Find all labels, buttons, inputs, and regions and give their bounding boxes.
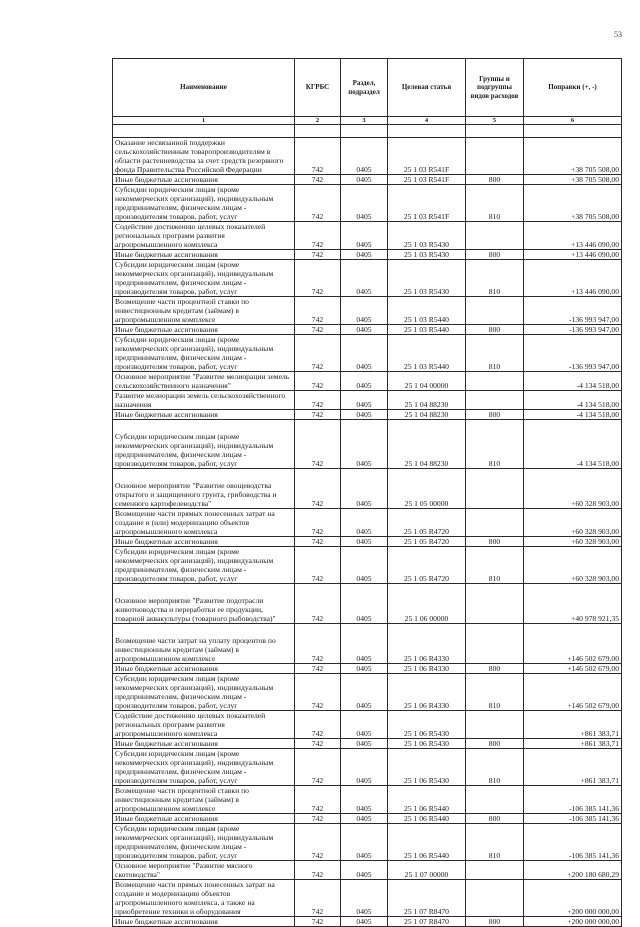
table-row <box>113 880 622 917</box>
cell-name: Основное мероприятие "Развитие подотрасли животноводства и переработки ее продукции, товарной аквакультуры (товарного рыбоводства)" <box>113 584 295 624</box>
cell-group <box>466 372 524 391</box>
cell-group <box>466 469 524 509</box>
cell-name: Основное мероприятие "Развитие овощеводства открытого и защищенного грунта, грибоводства и семенного картофелеводства" <box>113 469 295 509</box>
cell-group: 800 <box>466 410 524 420</box>
cell-group <box>466 711 524 739</box>
cell-group: 810 <box>466 674 524 711</box>
cell-section: 0405 <box>341 509 388 537</box>
table-row <box>113 250 622 260</box>
cell-amendment: +200 180 680,29 <box>524 861 622 880</box>
cell-name: Субсидии юридическим лицам (кроме некоммерческих организаций), индивидуальным предпринимателям, физическим лицам - производителям товаров, работ, услуг <box>113 335 295 372</box>
cell-grbs: 742 <box>295 824 341 861</box>
cell-group: 810 <box>466 824 524 861</box>
cell-group <box>466 297 524 325</box>
cell-target: 25 1 06 R5440 <box>388 824 466 861</box>
table-row <box>113 674 622 711</box>
cell-target: 25 1 03 R541F <box>388 185 466 222</box>
cell-name: Иные бюджетные ассигнования <box>113 739 295 749</box>
cell-name: Субсидии юридическим лицам (кроме некоммерческих организаций), индивидуальным предпринимателям, физическим лицам - производителям товаров, работ, услуг <box>113 547 295 584</box>
cell-target: 25 1 07 R8470 <box>388 880 466 917</box>
table-row <box>113 547 622 584</box>
cell-section: 0405 <box>341 222 388 250</box>
cell-group: 800 <box>466 917 524 927</box>
cell-target: 25 1 05 00000 <box>388 469 466 509</box>
cell-amendment: +13 446 090,00 <box>524 250 622 260</box>
table-row <box>113 786 622 814</box>
cell-target: 25 1 03 R541F <box>388 138 466 175</box>
cell-section: 0405 <box>341 786 388 814</box>
cell-target: 25 1 06 00000 <box>388 584 466 624</box>
cell-amendment: +38 705 508,00 <box>524 185 622 222</box>
cell-section: 0405 <box>341 674 388 711</box>
spacer-row <box>113 125 622 138</box>
cell-name: Развитие мелиорации земель сельскохозяйственного назначения <box>113 391 295 410</box>
cell-amendment: -136 993 947,00 <box>524 325 622 335</box>
cell-grbs: 742 <box>295 537 341 547</box>
cell-amendment: +146 502 679,00 <box>524 664 622 674</box>
cell-grbs: 742 <box>295 185 341 222</box>
cell-section: 0405 <box>341 814 388 824</box>
cell-group: 800 <box>466 814 524 824</box>
cell-target: 25 1 06 R5430 <box>388 711 466 739</box>
cell-amendment: -4 134 518,00 <box>524 420 622 469</box>
cell-amendment: -136 993 947,00 <box>524 335 622 372</box>
cell-section: 0405 <box>341 469 388 509</box>
cell-name: Возмещение части прямых понесенных затрат на создание и модернизацию объектов агропромышленного комплекса, а также на приобретение техники и оборудования <box>113 880 295 917</box>
cell-group: 800 <box>466 664 524 674</box>
cell-grbs: 742 <box>295 222 341 250</box>
cell-grbs: 742 <box>295 175 341 185</box>
cell-target: 25 1 05 R4720 <box>388 537 466 547</box>
cell-amendment: +146 502 679,00 <box>524 674 622 711</box>
column-number: 4 <box>388 117 466 125</box>
cell-grbs: 742 <box>295 335 341 372</box>
table-row <box>113 175 622 185</box>
spacer-cell <box>466 125 524 138</box>
cell-target: 25 1 06 R5440 <box>388 786 466 814</box>
cell-grbs: 742 <box>295 420 341 469</box>
column-number: 2 <box>295 117 341 125</box>
cell-grbs: 742 <box>295 325 341 335</box>
cell-amendment: +861 383,71 <box>524 711 622 739</box>
cell-group: 810 <box>466 335 524 372</box>
cell-grbs: 742 <box>295 250 341 260</box>
cell-grbs: 742 <box>295 138 341 175</box>
cell-amendment: +200 000 000,00 <box>524 880 622 917</box>
cell-amendment: +60 328 903,00 <box>524 509 622 537</box>
cell-group <box>466 391 524 410</box>
column-number: 3 <box>341 117 388 125</box>
cell-target: 25 1 03 R5440 <box>388 335 466 372</box>
cell-target: 25 1 03 R541F <box>388 175 466 185</box>
cell-group: 800 <box>466 250 524 260</box>
table-row <box>113 335 622 372</box>
cell-group <box>466 584 524 624</box>
cell-target: 25 1 04 88230 <box>388 410 466 420</box>
cell-target: 25 1 06 R5440 <box>388 814 466 824</box>
cell-section: 0405 <box>341 584 388 624</box>
cell-group: 810 <box>466 749 524 786</box>
cell-group <box>466 222 524 250</box>
cell-amendment: +861 383,71 <box>524 749 622 786</box>
cell-target: 25 1 04 88230 <box>388 420 466 469</box>
cell-grbs: 742 <box>295 917 341 927</box>
cell-name: Субсидии юридическим лицам (кроме некоммерческих организаций), индивидуальным предпринимателям, физическим лицам - производителям товаров, работ, услуг <box>113 260 295 297</box>
cell-section: 0405 <box>341 824 388 861</box>
table-row <box>113 372 622 391</box>
header-section: Раздел, подраздел <box>341 59 388 117</box>
table-row <box>113 711 622 739</box>
cell-section: 0405 <box>341 372 388 391</box>
cell-name: Возмещение части процентной ставки по инвестиционным кредитам (займам) в агропромышленном комплексе <box>113 297 295 325</box>
cell-group: 810 <box>466 420 524 469</box>
table-row <box>113 824 622 861</box>
table-row <box>113 749 622 786</box>
cell-name: Содействие достижению целевых показателей региональных программ развития агропромышленного комплекса <box>113 222 295 250</box>
cell-section: 0405 <box>341 260 388 297</box>
cell-grbs: 742 <box>295 861 341 880</box>
cell-target: 25 1 04 88230 <box>388 391 466 410</box>
cell-name: Субсидии юридическим лицам (кроме некоммерческих организаций), индивидуальным предпринимателям, физическим лицам - производителям товаров, работ, услуг <box>113 185 295 222</box>
cell-target: 25 1 03 R5430 <box>388 222 466 250</box>
cell-group: 810 <box>466 547 524 584</box>
cell-name: Иные бюджетные ассигнования <box>113 250 295 260</box>
cell-amendment: +200 000 000,00 <box>524 917 622 927</box>
table-row <box>113 537 622 547</box>
cell-target: 25 1 06 R4330 <box>388 664 466 674</box>
cell-target: 25 1 06 R4330 <box>388 624 466 664</box>
cell-section: 0405 <box>341 624 388 664</box>
cell-target: 25 1 03 R5440 <box>388 325 466 335</box>
cell-section: 0405 <box>341 185 388 222</box>
cell-group <box>466 509 524 537</box>
cell-section: 0405 <box>341 739 388 749</box>
column-number: 5 <box>466 117 524 125</box>
cell-amendment: +60 328 903,00 <box>524 547 622 584</box>
table-row <box>113 814 622 824</box>
cell-amendment: +38 705 508,00 <box>524 175 622 185</box>
cell-section: 0405 <box>341 391 388 410</box>
header-row <box>113 59 622 117</box>
cell-section: 0405 <box>341 880 388 917</box>
cell-grbs: 742 <box>295 814 341 824</box>
header-group: Группы и подгруппы видов расходов <box>466 59 524 117</box>
cell-name: Возмещение части процентной ставки по инвестиционным кредитам (займам) в агропромышленном комплексе <box>113 786 295 814</box>
cell-amendment: -106 385 141,36 <box>524 814 622 824</box>
cell-section: 0405 <box>341 749 388 786</box>
cell-grbs: 742 <box>295 297 341 325</box>
cell-name: Содействие достижению целевых показателей региональных программ развития агропромышленного комплекса <box>113 711 295 739</box>
cell-target: 25 1 05 R4720 <box>388 509 466 537</box>
cell-grbs: 742 <box>295 674 341 711</box>
table-row <box>113 509 622 537</box>
cell-section: 0405 <box>341 325 388 335</box>
cell-name: Субсидии юридическим лицам (кроме некоммерческих организаций), индивидуальным предпринимателям, физическим лицам - производителям товаров, работ, услуг <box>113 420 295 469</box>
table-row <box>113 584 622 624</box>
header-name: Наименование <box>113 59 295 117</box>
header-amendment: Поправки (+, -) <box>524 59 622 117</box>
table-row <box>113 138 622 175</box>
cell-name: Иные бюджетные ассигнования <box>113 410 295 420</box>
table-row <box>113 410 622 420</box>
cell-target: 25 1 06 R5430 <box>388 749 466 786</box>
cell-target: 25 1 07 00000 <box>388 861 466 880</box>
cell-name: Основное мероприятие "Развитие мелиорации земель сельскохозяйственного назначения" <box>113 372 295 391</box>
table-row <box>113 391 622 410</box>
spacer-cell <box>388 125 466 138</box>
cell-grbs: 742 <box>295 584 341 624</box>
cell-name: Возмещение части прямых понесенных затрат на создание и (или) модернизацию объектов агропромышленного комплекса <box>113 509 295 537</box>
table-row <box>113 739 622 749</box>
cell-section: 0405 <box>341 917 388 927</box>
cell-grbs: 742 <box>295 469 341 509</box>
spacer-cell <box>341 125 388 138</box>
table-row <box>113 917 622 927</box>
cell-amendment: +146 502 679,00 <box>524 624 622 664</box>
cell-amendment: +13 446 090,00 <box>524 260 622 297</box>
cell-section: 0405 <box>341 297 388 325</box>
cell-group <box>466 861 524 880</box>
cell-section: 0405 <box>341 410 388 420</box>
cell-grbs: 742 <box>295 391 341 410</box>
cell-name: Субсидии юридическим лицам (кроме некоммерческих организаций), индивидуальным предпринимателям, физическим лицам - производителям товаров, работ, услуг <box>113 824 295 861</box>
cell-group: 810 <box>466 185 524 222</box>
cell-grbs: 742 <box>295 749 341 786</box>
cell-name: Основное мероприятие "Развитие мясного скотоводства" <box>113 861 295 880</box>
table-row <box>113 325 622 335</box>
cell-name: Субсидии юридическим лицам (кроме некоммерческих организаций), индивидуальным предпринимателям, физическим лицам - производителям товаров, работ, услуг <box>113 749 295 786</box>
table-row <box>113 420 622 469</box>
cell-group <box>466 880 524 917</box>
spacer-cell <box>113 125 295 138</box>
cell-name: Иные бюджетные ассигнования <box>113 537 295 547</box>
column-number: 1 <box>113 117 295 125</box>
cell-grbs: 742 <box>295 711 341 739</box>
cell-group <box>466 624 524 664</box>
cell-grbs: 742 <box>295 410 341 420</box>
spacer-cell <box>295 125 341 138</box>
cell-amendment: +13 446 090,00 <box>524 222 622 250</box>
table-row <box>113 185 622 222</box>
cell-group: 800 <box>466 325 524 335</box>
cell-grbs: 742 <box>295 372 341 391</box>
cell-section: 0405 <box>341 420 388 469</box>
cell-amendment: +40 978 921,35 <box>524 584 622 624</box>
cell-name: Иные бюджетные ассигнования <box>113 175 295 185</box>
column-number: 6 <box>524 117 622 125</box>
cell-name: Субсидии юридическим лицам (кроме некоммерческих организаций), индивидуальным предпринимателям, физическим лицам - производителям товаров, работ, услуг <box>113 674 295 711</box>
cell-amendment: +60 328 903,00 <box>524 469 622 509</box>
cell-amendment: -106 385 141,36 <box>524 824 622 861</box>
cell-name: Оказание несвязанной поддержки сельскохозяйственным товаропроизводителям в области растениеводства за счет средств резервного фонда Правительства Российской Федерации <box>113 138 295 175</box>
cell-grbs: 742 <box>295 880 341 917</box>
cell-group: 810 <box>466 260 524 297</box>
cell-section: 0405 <box>341 861 388 880</box>
cell-target: 25 1 05 R4720 <box>388 547 466 584</box>
cell-group: 800 <box>466 175 524 185</box>
cell-grbs: 742 <box>295 624 341 664</box>
cell-target: 25 1 03 R5430 <box>388 260 466 297</box>
cell-target: 25 1 06 R4330 <box>388 674 466 711</box>
cell-group <box>466 138 524 175</box>
cell-amendment: -106 385 141,36 <box>524 786 622 814</box>
cell-amendment: -4 134 518,00 <box>524 391 622 410</box>
cell-target: 25 1 03 R5440 <box>388 297 466 325</box>
cell-amendment: +60 328 903,00 <box>524 537 622 547</box>
cell-grbs: 742 <box>295 260 341 297</box>
table-row <box>113 664 622 674</box>
cell-name: Возмещение части затрат на уплату процентов по инвестиционным кредитам (займам) в агропромышленном комплексе <box>113 624 295 664</box>
cell-group <box>466 786 524 814</box>
cell-target: 25 1 07 R8470 <box>388 917 466 927</box>
cell-section: 0405 <box>341 250 388 260</box>
table-row <box>113 260 622 297</box>
cell-target: 25 1 06 R5430 <box>388 739 466 749</box>
table-body <box>113 138 622 927</box>
spacer-cell <box>524 125 622 138</box>
cell-amendment: -4 134 518,00 <box>524 410 622 420</box>
cell-grbs: 742 <box>295 739 341 749</box>
header-grbs: КГРБС <box>295 59 341 117</box>
table-row <box>113 861 622 880</box>
cell-amendment: -4 134 518,00 <box>524 372 622 391</box>
page-number: 53 <box>614 30 622 39</box>
cell-name: Иные бюджетные ассигнования <box>113 814 295 824</box>
cell-section: 0405 <box>341 537 388 547</box>
cell-name: Иные бюджетные ассигнования <box>113 664 295 674</box>
cell-grbs: 742 <box>295 547 341 584</box>
table-row <box>113 222 622 250</box>
cell-section: 0405 <box>341 711 388 739</box>
cell-section: 0405 <box>341 547 388 584</box>
cell-section: 0405 <box>341 335 388 372</box>
table-row <box>113 297 622 325</box>
cell-section: 0405 <box>341 175 388 185</box>
cell-section: 0405 <box>341 664 388 674</box>
budget-amendments-table <box>112 58 622 927</box>
cell-section: 0405 <box>341 138 388 175</box>
cell-group: 800 <box>466 537 524 547</box>
header-target: Целевая статья <box>388 59 466 117</box>
cell-grbs: 742 <box>295 786 341 814</box>
cell-amendment: -136 993 947,00 <box>524 297 622 325</box>
cell-amendment: +38 705 508,00 <box>524 138 622 175</box>
cell-target: 25 1 03 R5430 <box>388 250 466 260</box>
table-row <box>113 624 622 664</box>
table-row <box>113 469 622 509</box>
cell-amendment: +861 383,71 <box>524 739 622 749</box>
column-number-row <box>113 117 622 125</box>
cell-name: Иные бюджетные ассигнования <box>113 917 295 927</box>
cell-grbs: 742 <box>295 664 341 674</box>
cell-target: 25 1 04 00000 <box>388 372 466 391</box>
cell-grbs: 742 <box>295 509 341 537</box>
cell-name: Иные бюджетные ассигнования <box>113 325 295 335</box>
cell-group: 800 <box>466 739 524 749</box>
